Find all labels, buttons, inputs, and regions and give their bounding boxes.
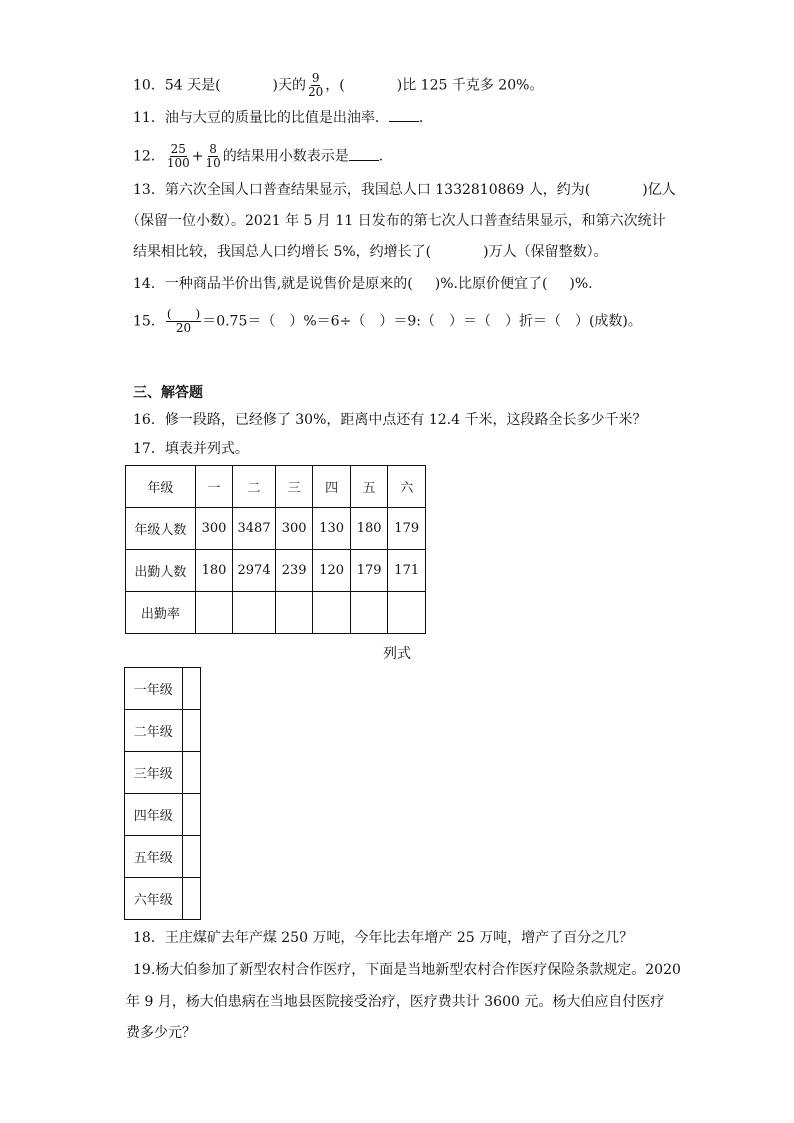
table-cell: 出勤人数 [126,550,196,592]
table-header-cell: 一 [195,466,233,508]
answer-cell[interactable] [388,592,426,634]
q15-text-b: ＝0.75＝（ ）%＝6÷（ ）＝9:（ ）＝（ ）折＝（ ）(成数)。 [202,313,642,330]
fraction-numerator: 9 [311,71,320,85]
question-19-line-1 [133,960,681,980]
question-14 [133,274,593,294]
table-header-cell: 年级 [126,466,196,508]
q12-text-a: 12． [133,148,165,165]
table-row [125,836,201,878]
formula-label: 列式 [383,646,411,662]
question-10 [133,72,543,99]
answer-cell[interactable] [182,794,200,836]
fraction-25-100 [166,143,191,170]
q13-line1-b: )亿人 [642,182,676,198]
grade-label-cell: 五年级 [125,836,183,878]
table-cell: 300 [275,508,313,550]
grade-label-cell: 一年级 [125,668,183,710]
fraction-numerator: 25 [170,142,186,156]
q10-text-c: ，( [325,77,345,94]
fraction-denominator: 20 [175,321,192,335]
table-header-cell: 二 [233,466,276,508]
fraction-blank-20[interactable] [166,308,201,335]
section-title-text: 三、解答题 [133,385,203,401]
q12-text-b: 的结果用小数表示是 [222,148,349,165]
answer-cell[interactable] [182,668,200,710]
answer-cell[interactable] [195,592,233,634]
table-row [125,668,201,710]
table-cell: 年级人数 [126,508,196,550]
q19-line3: 费多少元？ [126,1025,196,1041]
fraction-denominator: 20 [308,85,324,99]
fraction-denominator: 10 [205,156,221,170]
q18-text: 18．王庄煤矿去年产煤 250 万吨，今年比去年增产 25 万吨，增产了百分之几？ [133,930,634,946]
table-row [126,508,426,550]
q14-text-a: 14．一种商品半价出售,就是说售价是原来的( [133,276,413,292]
grade-label-cell: 三年级 [125,752,183,794]
question-19-line-3 [126,1023,196,1043]
q13-line3-a: 结果相比较，我国总人口约增长 5%，约增长了( [133,244,432,260]
table-row [125,794,201,836]
table-cell: 179 [350,550,388,592]
question-17 [133,439,249,459]
q13-line1-a: 13．第六次全国人口普查结果显示，我国总人口 1332810869 人，约为( [133,182,591,198]
q10-text-d: )比 125 千克多 20%。 [396,77,544,94]
table-cell: 180 [350,508,388,550]
q12-end: ． [378,148,393,165]
table-cell: 300 [195,508,233,550]
table-header-cell: 五 [350,466,388,508]
answer-underline[interactable] [349,146,379,161]
fraction-9-20 [307,72,324,99]
table-cell: 239 [275,550,313,592]
q13-line3-b: )万人（保留整数）。 [483,244,608,260]
question-13-line-3 [133,242,608,262]
q19-line1: 19.杨大伯参加了新型农村合作医疗，下面是当地新型农村合作医疗保险条款规定。2020 [133,962,681,978]
question-11 [133,107,433,128]
attendance-table [125,465,426,634]
q16-text: 16．修一段路，已经修了 30%，距离中点还有 12.4 千米，这段路全长多少千米？ [133,412,647,428]
grade-label-cell: 二年级 [125,710,183,752]
question-13-line-2 [126,211,666,231]
table-cell: 出勤率 [126,592,196,634]
table-cell: 2974 [233,550,276,592]
question-15 [133,308,642,335]
answer-underline[interactable] [389,107,419,122]
answer-cell[interactable] [233,592,276,634]
grade-label-cell: 四年级 [125,794,183,836]
fraction-numerator: 8 [209,142,217,156]
answer-cell[interactable] [182,710,200,752]
answer-cell[interactable] [182,752,200,794]
table-row [126,550,426,592]
q19-line2: 年 9 月，杨大伯患病在当地县医院接受治疗，医疗费共计 3600 元。杨大伯应自付医疗 [126,994,665,1010]
grade-label-cell: 六年级 [125,878,183,920]
answer-cell[interactable] [182,878,200,920]
table-header-cell: 六 [388,466,426,508]
q11-end: ． [418,110,433,126]
table-row [125,752,201,794]
question-13-line-1 [133,180,676,200]
answer-cell[interactable] [182,836,200,878]
q17-text: 17．填表并列式。 [133,441,249,457]
q15-text-a: 15． [133,313,165,330]
table-header-cell: 四 [313,466,351,508]
answer-cell[interactable] [350,592,388,634]
q14-text-b: )%.比原价便宜了( [434,276,548,292]
table-cell: 3487 [233,508,276,550]
question-19-line-2 [126,992,664,1012]
question-16 [133,410,646,430]
q14-text-c: )%. [569,276,593,292]
table-cell: 179 [388,508,426,550]
q11-text: 11．油与大豆的质量比的比值是出油率． [133,110,389,126]
table-cell: 180 [195,550,233,592]
q10-text-b: )天的 [272,77,307,94]
section-title [133,383,203,403]
table-row [126,592,426,634]
fraction-denominator: 100 [166,156,190,170]
table-header-cell: 三 [275,466,313,508]
answer-cell[interactable] [313,592,351,634]
fraction-numerator: ( ) [166,307,201,321]
table-row [125,878,201,920]
table-cell: 171 [388,550,426,592]
table-row [125,710,201,752]
q10-text-a: 10．54 天是( [133,77,221,94]
plus-sign: + [191,148,204,165]
question-18 [133,928,633,948]
answer-cell[interactable] [275,592,313,634]
fraction-8-10 [204,143,221,170]
q13-line2: （保留一位小数）。2021 年 5 月 11 日发布的第七次人口普查结果显示，和第六次统计 [126,213,666,229]
table-header-row [126,466,426,508]
table-cell: 120 [313,550,351,592]
table-cell: 130 [313,508,351,550]
question-12 [133,143,393,170]
formula-table [124,667,201,920]
